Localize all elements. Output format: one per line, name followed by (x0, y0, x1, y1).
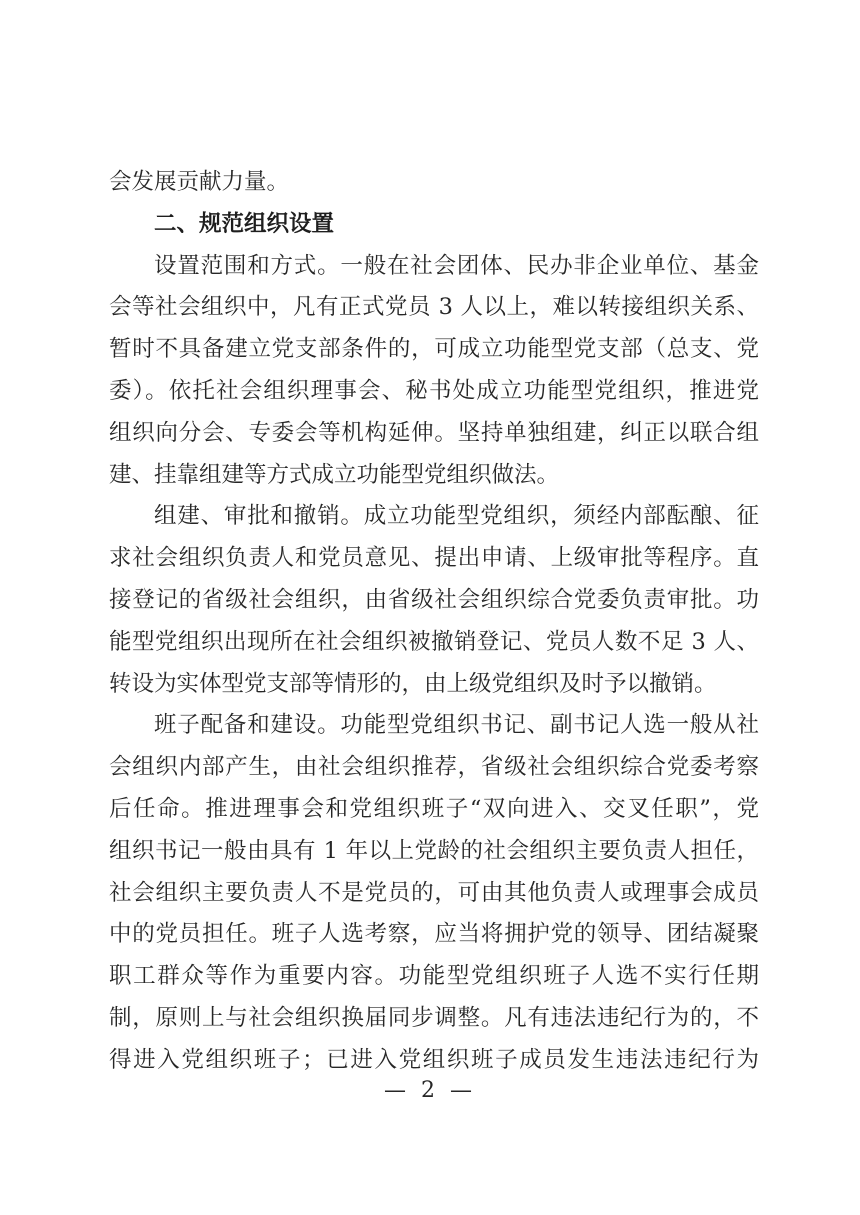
paragraph-line: 社会组织主要负责人不是党员的，可由其他负责人或理事会成员 (109, 879, 759, 906)
document-body (109, 162, 759, 1082)
body-line: 会发展贡献力量。 (109, 169, 290, 195)
paragraph-line: 中的党员担任。班子人选考察，应当将拥护党的领导、团结凝聚 (109, 921, 759, 948)
paragraph-line: 求社会组织负责人和党员意见、提出申请、上级审批等程序。直 (109, 545, 759, 572)
paragraph-line: 建、挂靠组建等方式成立功能型党组织做法。 (109, 461, 560, 488)
paragraph-line: 会组织内部产生，由社会组织推荐，省级社会组织综合党委考察 (109, 754, 759, 781)
paragraph-line: 会等社会组织中，凡有正式党员 3 人以上，难以转接组织关系、 (109, 294, 759, 321)
paragraph-line: 暂时不具备建立党支部条件的，可成立功能型党支部（总支、党 (109, 336, 759, 363)
paragraph-line: 得进入党组织班子；已进入党组织班子成员发生违法违纪行为 (109, 1046, 759, 1073)
paragraph-line: 组建、审批和撤销。成立功能型党组织，须经内部酝酿、征 (154, 503, 759, 530)
paragraph-line: 后任命。推进理事会和党组织班子“双向进入、交叉任职”，党 (109, 795, 759, 822)
paragraph-line: 组织书记一般由具有 1 年以上党龄的社会组织主要负责人担任， (109, 837, 759, 864)
paragraph-line: 接登记的省级社会组织，由省级社会组织综合党委负责审批。功 (109, 586, 759, 613)
paragraph-line: 组织向分会、专委会等机构延伸。坚持单独组建，纠正以联合组 (109, 419, 759, 446)
paragraph-line: 职工群众等作为重要内容。功能型党组织班子人选不实行任期 (109, 963, 759, 990)
paragraph-line: 委）。依托社会组织理事会、秘书处成立功能型党组织，推进党 (109, 377, 759, 404)
paragraph-line: 制，原则上与社会组织换届同步调整。凡有违法违纪行为的，不 (109, 1004, 759, 1031)
paragraph-line: 设置范围和方式。一般在社会团体、民办非企业单位、基金 (154, 252, 759, 279)
paragraph-line: 能型党组织出现所在社会组织被撤销登记、党员人数不足 3 人、 (109, 628, 759, 655)
paragraph-line: 班子配备和建设。功能型党组织书记、副书记人选一般从社 (154, 712, 759, 739)
section-heading: 二、规范组织设置 (154, 210, 335, 237)
paragraph-line: 转设为实体型党支部等情形的，由上级党组织及时予以撤销。 (109, 670, 717, 697)
page-number: — 2 — (384, 1078, 476, 1103)
